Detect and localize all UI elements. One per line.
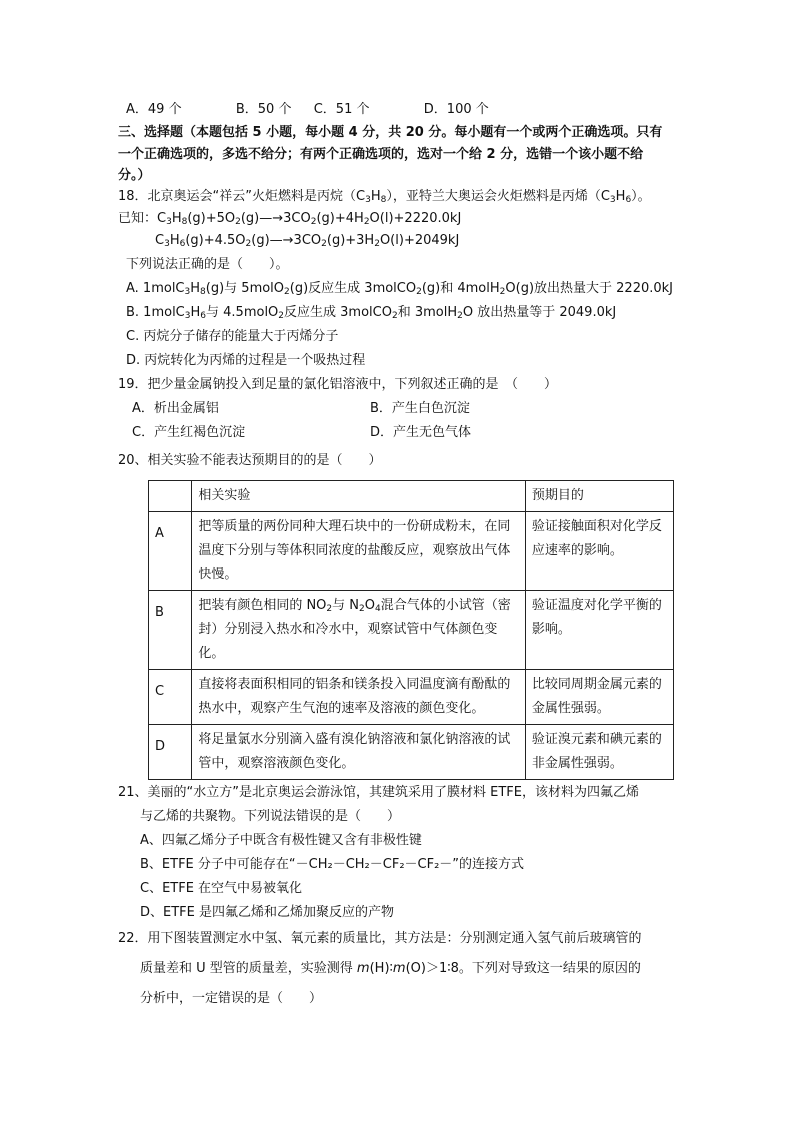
table-row <box>149 725 674 780</box>
q21-option-b: B、ETFE 分子中可能存在“－CH₂－CH₂－CF₂－CF₂－”的连接方式 <box>140 857 525 872</box>
q19-option-c: C．产生红褐色沉淀 <box>132 425 246 440</box>
q19-stem: 19．把少量金属钠投入到足量的氯化铝溶液中，下列叙述正确的是 （ ） <box>118 377 558 392</box>
q18-option-b: B. $1molC_3H_6$与 4.5molO$_2$反应生成 3molCO$_2$和 3molH$_2$O 放出热量等于 2049.0kJ <box>126 305 617 321</box>
table-header-cell: 预期目的 <box>525 481 673 512</box>
row-goal: 验证溴元素和碘元素的非金属性强弱。 <box>525 725 673 780</box>
row-label: B <box>149 591 192 670</box>
q17-option-c: C．51 个 <box>313 102 370 117</box>
q21-line1: 21、美丽的“水立方”是北京奥运会游泳馆，其建筑采用了膜材料 ETFE，该材料为四氟乙烯 <box>118 785 639 800</box>
row-goal: 验证接触面积对化学反应速率的影响。 <box>525 512 673 591</box>
table-row <box>149 670 674 725</box>
q21-line2: 与乙烯的共聚物。下列说法错误的是（ ） <box>140 809 401 824</box>
table-row <box>149 512 674 591</box>
q22-line3: 分析中，一定错误的是（ ） <box>140 991 323 1006</box>
row-label: A <box>149 512 192 591</box>
row-experiment: 把装有颜色相同的 $NO_2$与 $N_2O_4$混合气体的小试管（密封）分别浸入热水和冷水中，观察试管中气体颜色变化。 <box>192 591 526 670</box>
q22-line2: 质量差和 U 型管的质量差，实验测得 m(H)∶m(O)＞1∶8。下列对导致这一结果的原因的 <box>140 961 641 976</box>
q19-option-b: B．产生白色沉淀 <box>370 401 470 416</box>
row-experiment: 直接将表面积相同的铝条和镁条投入同温度滴有酚酞的热水中，观察产生气泡的速率及溶液的颜色变化。 <box>192 670 526 725</box>
row-label: C <box>149 670 192 725</box>
q20-experiment-table <box>148 480 674 780</box>
row-goal: 验证温度对化学平衡的影响。 <box>525 591 673 670</box>
q18-equation-2: $C_3H_6(g)+4.5O_2(g)—\to 3CO_2(g)+3H_2O(l)+2049kJ$ <box>155 233 460 249</box>
q21-option-a: A、四氟乙烯分子中既含有极性键又含有非极性键 <box>140 833 422 848</box>
q18-option-a: A. $1molC_3H_8(g)$与 5molO$_2$(g)反应生成 3molCO$_2$(g)和 4molH$_2$O(g)放出热量大于 2220.0kJ <box>126 281 674 297</box>
q18-stem: 18．北京奥运会“祥云”火炬燃料是丙烷$(C_3H_8)$，亚特兰大奥运会火炬燃料是丙烯$(C_3H_6)$。 <box>118 189 651 205</box>
q17-option-a: A．49 个 <box>126 102 182 117</box>
q19-option-a: A．析出金属铝 <box>132 401 219 416</box>
q19-option-d: D．产生无色气体 <box>370 425 472 440</box>
q20-stem: 20、相关实验不能表达预期目的的是（ ） <box>118 453 382 468</box>
row-experiment: 把等质量的两份同种大理石块中的一份研成粉末，在同温度下分别与等体积同浓度的盐酸反应，观察放出气体快慢。 <box>192 512 526 591</box>
table-header-cell <box>149 481 192 512</box>
q18-equation-1: 已知：$C_3H_8(g)+5O_2(g)—\to 3CO_2(g)+4H_2O(l)+2220.0kJ$ <box>118 211 462 227</box>
row-goal: 比较同周期金属元素的金属性强弱。 <box>525 670 673 725</box>
q21-option-c: C、ETFE 在空气中易被氧化 <box>140 881 303 896</box>
q17-options <box>126 101 489 119</box>
row-experiment: 将足量氯水分别滴入盛有溴化钠溶液和氯化钠溶液的试管中，观察溶液颜色变化。 <box>192 725 526 780</box>
q17-option-b: B．50 个 <box>235 102 292 117</box>
section3-line2: 一个正确选项的，多选不给分；有两个正确选项的，选对一个给 2 分，选错一个该小题不给 <box>118 147 644 162</box>
q22-line1: 22．用下图装置测定水中氢、氧元素的质量比，其方法是：分别测定通入氢气前后玻璃管的 <box>118 931 642 946</box>
q17-option-d: D．100 个 <box>423 102 489 117</box>
q18-option-d: D. 丙烷转化为丙烯的过程是一个吸热过程 <box>126 353 366 368</box>
row-label: D <box>149 725 192 780</box>
section3-line3: 分。） <box>118 168 151 183</box>
q18-prompt: 下列说法正确的是（ ）。 <box>126 257 289 272</box>
table-header-row <box>149 481 674 512</box>
section3-line1: 三、选择题（本题包括 5 小题，每小题 4 分，共 20 分。每小题有一个或两个正确选项。只有 <box>118 125 663 140</box>
table-header-cell: 相关实验 <box>192 481 526 512</box>
table-row <box>149 591 674 670</box>
q21-option-d: D、ETFE 是四氟乙烯和乙烯加聚反应的产物 <box>140 905 394 920</box>
q18-option-c: C. 丙烷分子储存的能量大于丙烯分子 <box>126 329 339 344</box>
